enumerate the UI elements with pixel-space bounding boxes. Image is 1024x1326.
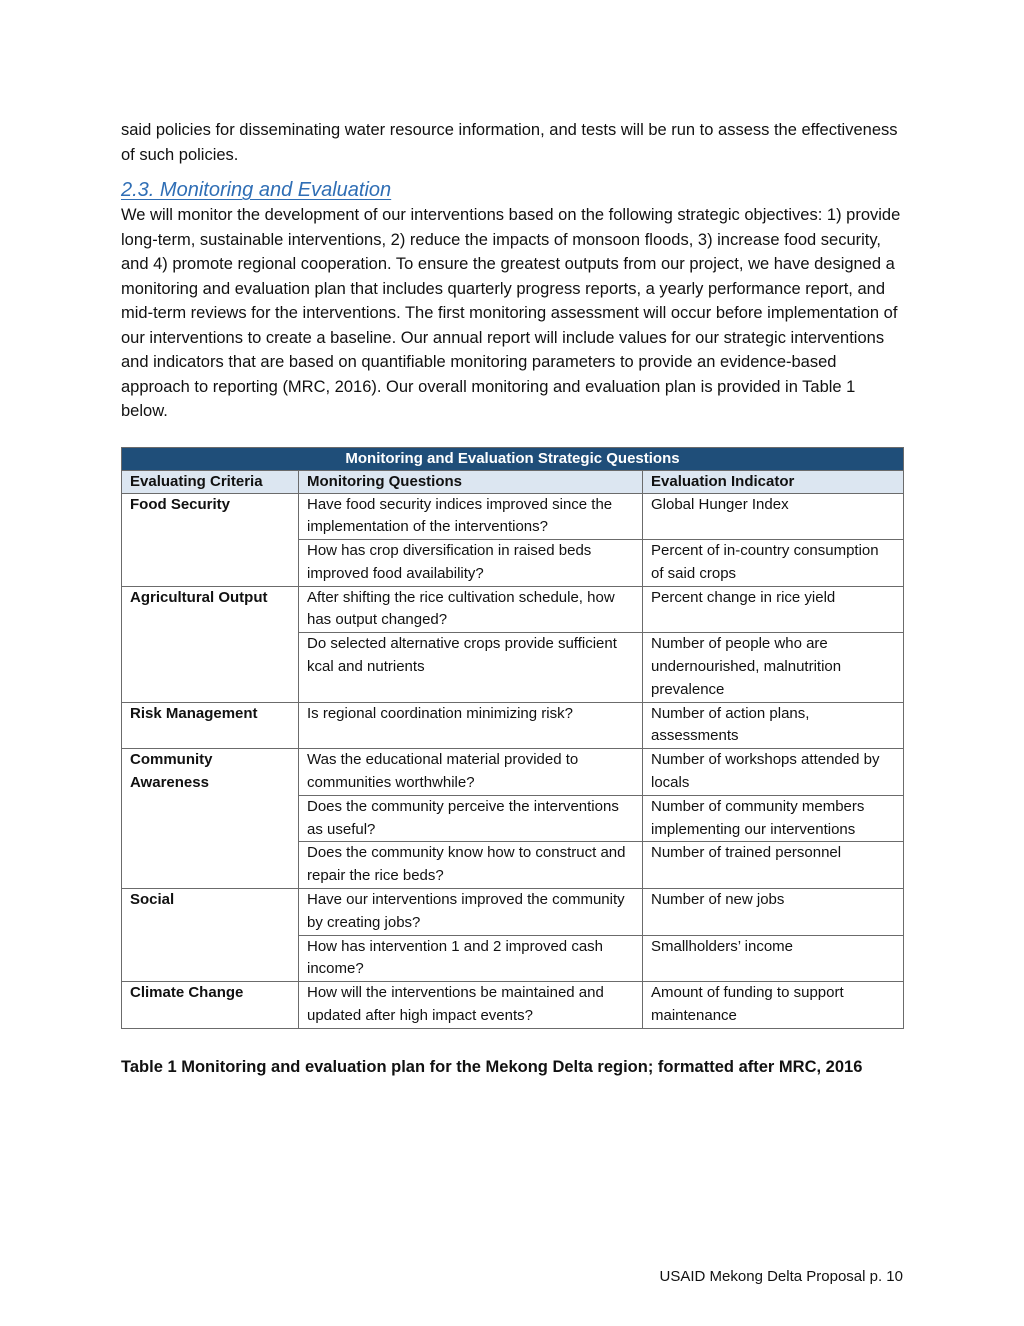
table-title: Monitoring and Evaluation Strategic Questions [122, 447, 904, 470]
question-cell: How has intervention 1 and 2 improved cash income? [299, 935, 643, 982]
indicator-cell: Number of people who are undernourished, malnutrition prevalence [643, 633, 904, 702]
indicator-cell: Number of action plans, assessments [643, 702, 904, 749]
table-caption: Table 1 Monitoring and evaluation plan for the Mekong Delta region; formatted after MRC, 2016 [121, 1057, 863, 1076]
table-row [122, 586, 904, 633]
indicator-cell: Percent change in rice yield [643, 586, 904, 633]
table-row [122, 982, 904, 1029]
table-header-row [122, 470, 904, 493]
indicator-cell: Number of community members implementing our interventions [643, 795, 904, 842]
question-cell: Have food security indices improved since the implementation of the interventions? [299, 493, 643, 540]
page-footer: USAID Mekong Delta Proposal p. 10 [659, 1268, 903, 1285]
header-evaluation-indicator: Evaluation Indicator [643, 470, 904, 493]
indicator-cell: Amount of funding to support maintenance [643, 982, 904, 1029]
criteria-cell: Social [122, 889, 299, 982]
criteria-cell: Agricultural Output [122, 586, 299, 702]
section-heading: 2.3. Monitoring and Evaluation [121, 179, 392, 201]
indicator-cell: Percent of in-country consumption of said crops [643, 540, 904, 587]
table-row [122, 889, 904, 936]
table-row [122, 702, 904, 749]
criteria-cell: Community Awareness [122, 749, 299, 889]
indicator-cell: Smallholders’ income [643, 935, 904, 982]
section-body: We will monitor the development of our interventions based on the following strategic objectives: 1) provide long-term, sustainable interventions, 2) reduce the impacts of monsoon floods, 3) increase food security, and 4) promote regional cooperation. To ensure the greatest outputs from our project, we have designed a monitoring and evaluation plan that includes quarterly progress reports, a yearly performance report, and mid-term reviews for the interventions. The first monitoring assessment will occur before implementation of our interventions to create a baseline. Our annual report will include values for our strategic interventions and indicators that are based on quantifiable monitoring parameters to provide an evidence-based approach to reporting (MRC, 2016). Our overall monitoring and evaluation plan is provided in Table 1 below. [121, 206, 901, 420]
question-cell: Do selected alternative crops provide sufficient kcal and nutrients [299, 633, 643, 702]
indicator-cell: Number of workshops attended by locals [643, 749, 904, 796]
question-cell: Is regional coordination minimizing risk? [299, 702, 643, 749]
question-cell: How will the interventions be maintained and updated after high impact events? [299, 982, 643, 1029]
criteria-cell: Climate Change [122, 982, 299, 1029]
criteria-cell: Food Security [122, 493, 299, 586]
table-row [122, 749, 904, 796]
question-cell: Was the educational material provided to communities worthwhile? [299, 749, 643, 796]
document-page [121, 118, 903, 1079]
header-evaluating-criteria: Evaluating Criteria [122, 470, 299, 493]
indicator-cell: Global Hunger Index [643, 493, 904, 540]
question-cell: How has crop diversification in raised beds improved food availability? [299, 540, 643, 587]
indicator-cell: Number of trained personnel [643, 842, 904, 889]
question-cell: After shifting the rice cultivation schedule, how has output changed? [299, 586, 643, 633]
indicator-cell: Number of new jobs [643, 889, 904, 936]
question-cell: Does the community know how to construct and repair the rice beds? [299, 842, 643, 889]
header-monitoring-questions: Monitoring Questions [299, 470, 643, 493]
table-row [122, 493, 904, 540]
intro-paragraph: said policies for disseminating water resource information, and tests will be run to assess the effectiveness of such policies. [121, 121, 898, 164]
question-cell: Does the community perceive the interventions as useful? [299, 795, 643, 842]
criteria-cell: Risk Management [122, 702, 299, 749]
evaluation-table [121, 447, 904, 1029]
question-cell: Have our interventions improved the community by creating jobs? [299, 889, 643, 936]
